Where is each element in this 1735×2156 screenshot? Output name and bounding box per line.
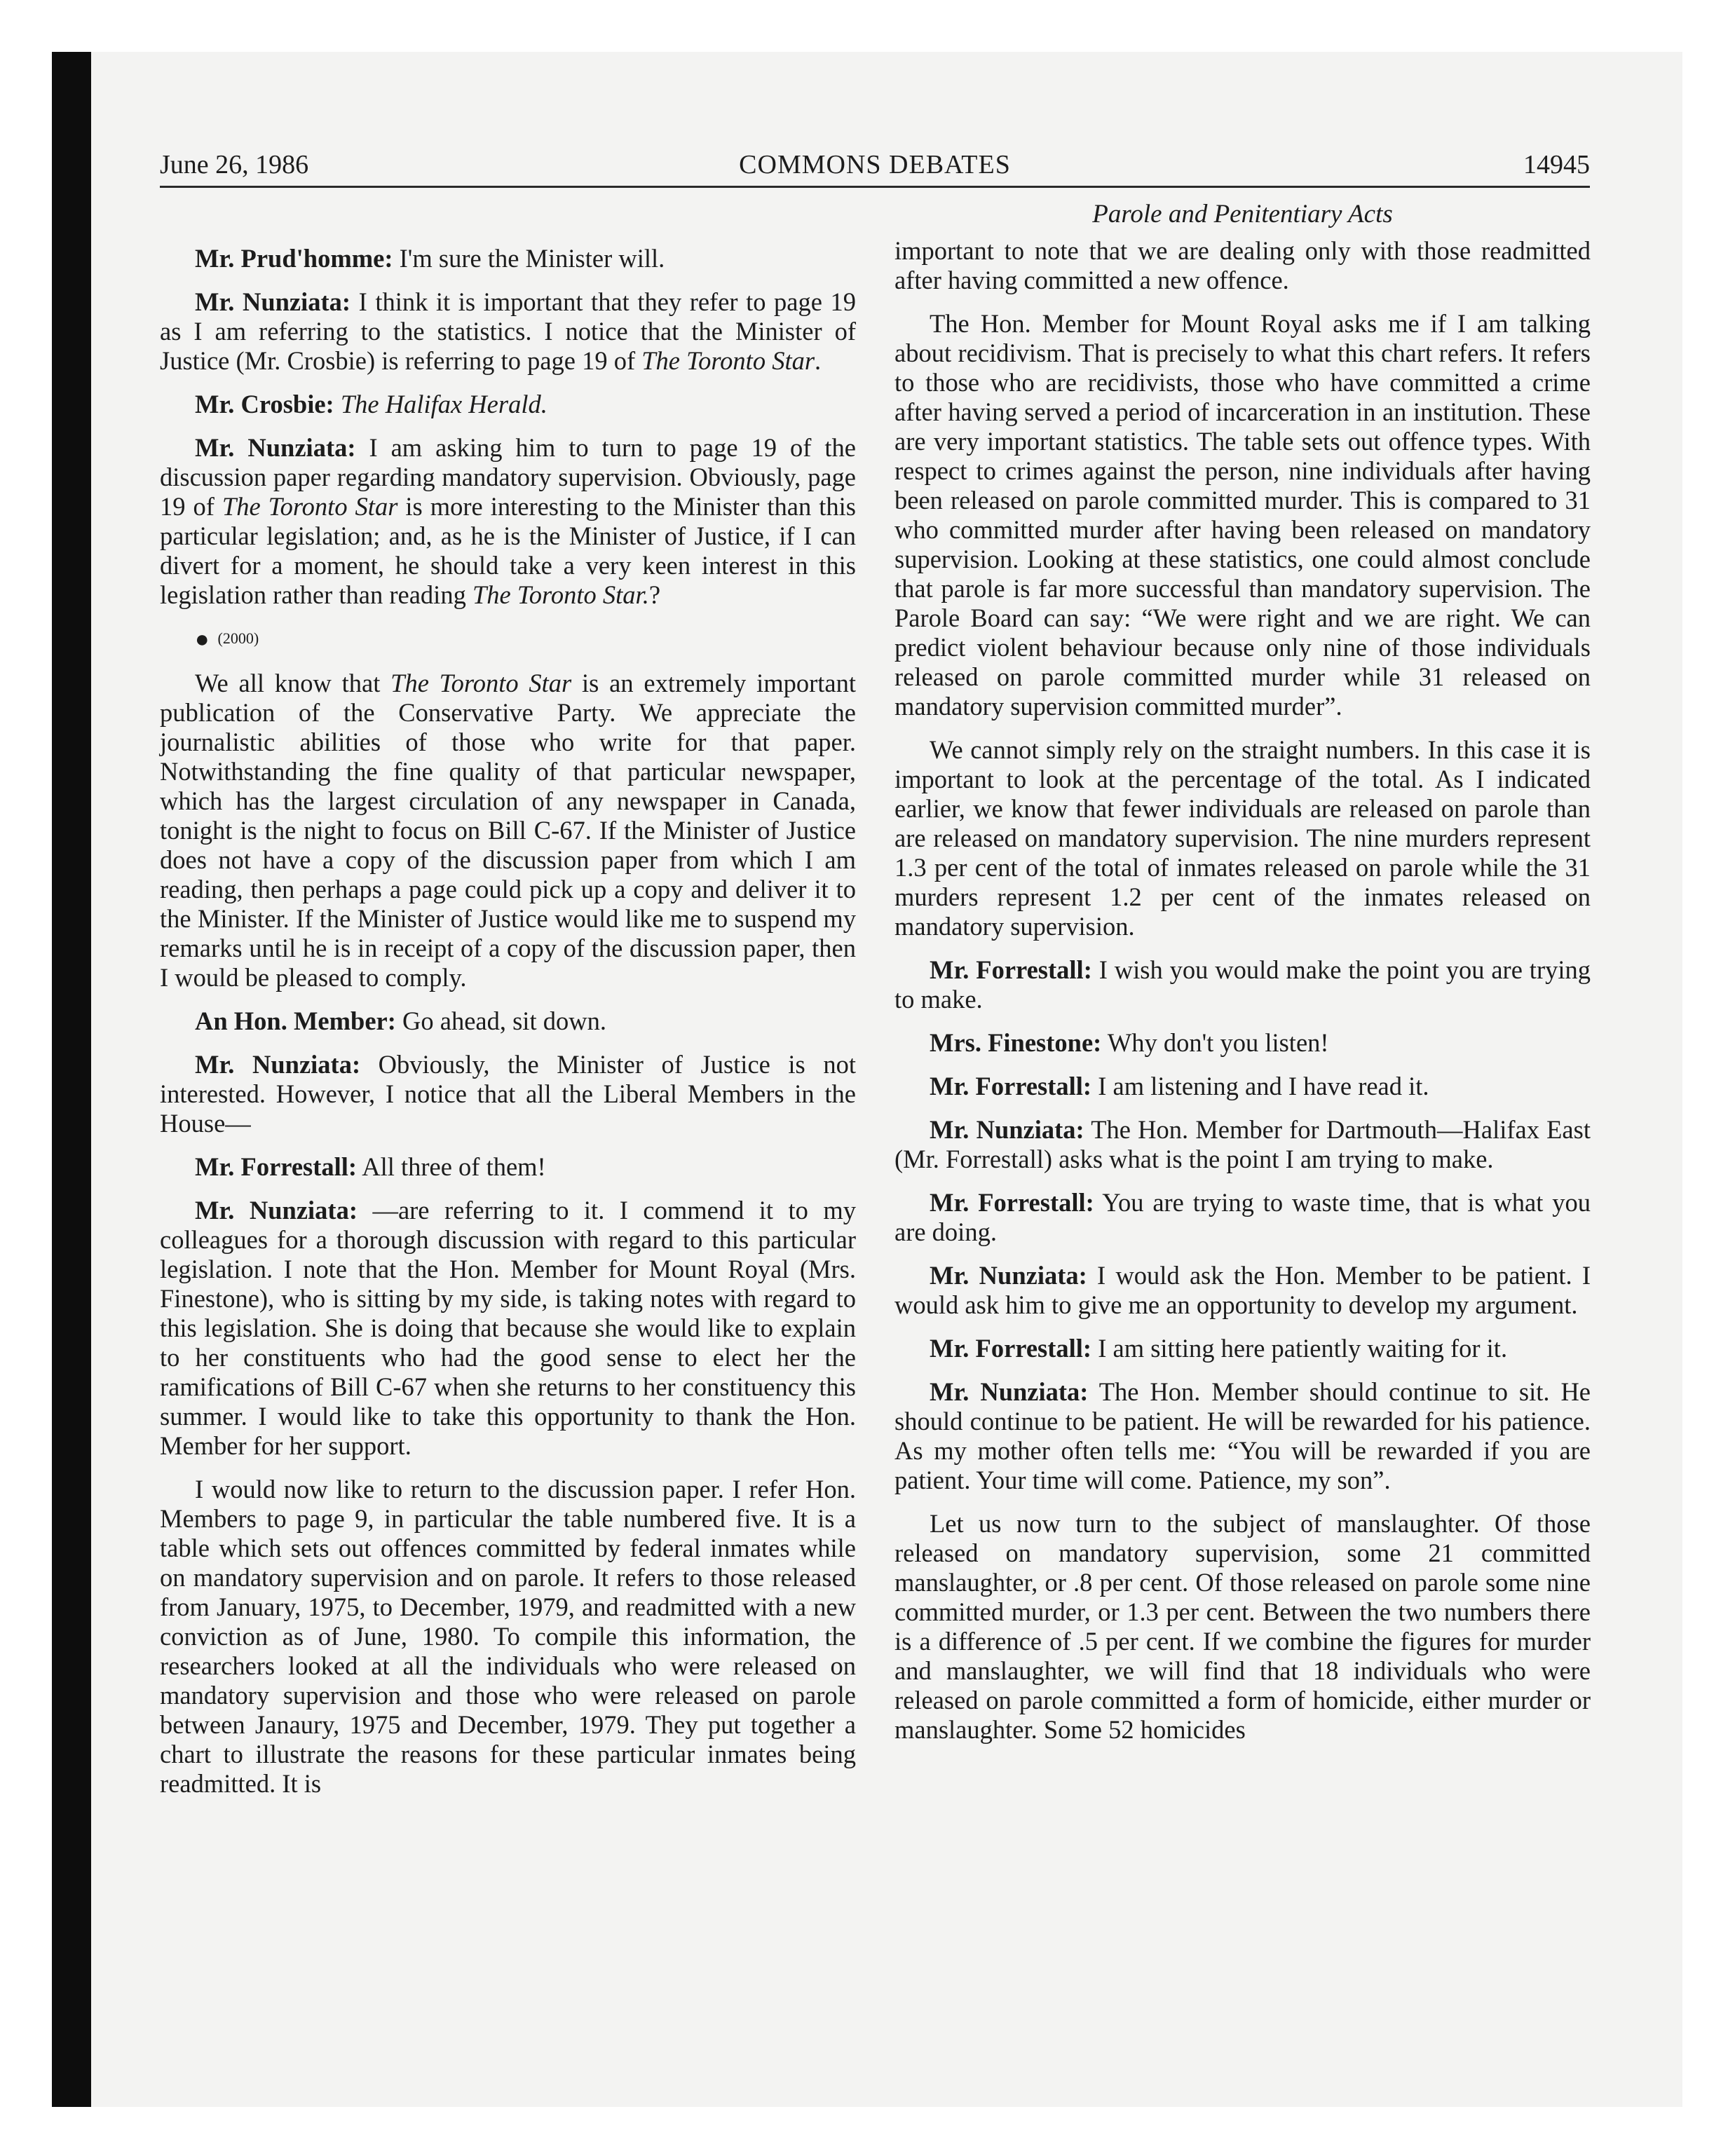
scan-edge <box>52 52 91 2107</box>
speech-text: The Hon. Member for Mount Royal asks me if I am talking about recidivism. That is precisely to what this chart refers. It refers to those who are recidivists, those who have committed a crime after having served a period of incarceration in an institution. These are very important statistics. The table sets out offence types. With respect to crimes against the person, nine individuals after having been released on parole committed murder. This is compared to 31 who committed murder after having been released on mandatory supervision. Looking at these statistics, one could almost conclude that parole is far more successful than mandatory supervision. The Parole Board can say: “We were right and we are right. We can predict violent behaviour because only nine of those individuals released on parole committed murder while 31 released on mandatory supervision committed murder”. <box>894 309 1591 721</box>
header-publication: COMMONS DEBATES <box>739 150 1011 179</box>
paragraph <box>160 390 856 419</box>
paragraph <box>160 287 856 376</box>
paragraph <box>894 1509 1591 1745</box>
paragraph <box>160 1007 856 1036</box>
paragraph <box>894 1188 1591 1247</box>
speaker: Mr. Nunziata: <box>930 1377 1089 1406</box>
paragraph <box>894 1115 1591 1174</box>
speech-text: . <box>815 346 822 375</box>
speaker: Mr. Nunziata: <box>195 287 351 316</box>
speech-text: Let us now turn to the subject of manslaughter. Of those released on mandatory supervision, some 21 committed manslaughter, or .8 per cent. Of those released on parole some nine committed murder, or 1.3 per cent. Between the two numbers there is a difference of .5 per cent. If we combine the figures for murder and manslaughter, we will find that 18 individuals who were released on parole committed a form of homicide, either murder or manslaughter. Some 52 homicides <box>894 1509 1591 1744</box>
paragraph <box>160 1196 856 1461</box>
speech-text: I would now like to return to the discussion paper. I refer Hon. Members to page 9, in particular the table numbered five. It is a table which sets out offences committed by federal inmates while on mandatory supervision and on parole. It refers to those released from January, 1975, to December, 1979, and readmitted with a new conviction as of June, 1980. To compile this information, the researchers looked at all the individuals who were released on mandatory supervision and those who were released on parole between Janaury, 1975 and December, 1979. They put together a chart to illustrate the reasons for these particular inmates being readmitted. It is <box>160 1474 856 1798</box>
paragraph <box>160 1152 856 1182</box>
speaker: Mr. Forrestall: <box>930 1334 1092 1363</box>
page-header <box>160 144 1590 188</box>
speaker: Mr. Forrestall: <box>930 1072 1092 1100</box>
paragraph <box>894 1072 1591 1101</box>
italic-title: The Toronto Star. <box>472 580 649 609</box>
speech-text: important to note that we are dealing only with those readmitted after having committed a new offence. <box>894 236 1591 294</box>
time-marker-text: (2000) <box>217 629 259 647</box>
italic-title: The Toronto Star <box>390 668 572 697</box>
paragraph <box>894 1334 1591 1363</box>
speaker: Mr. Nunziata: <box>930 1261 1087 1290</box>
speech-text: I wish you would make the point you are trying to make. <box>894 955 1591 1014</box>
paragraph <box>894 1028 1591 1058</box>
speech-text: The Hon. Member for Dartmouth—Halifax East (Mr. Forrestall) asks what is the point I am trying to make. <box>894 1115 1591 1173</box>
right-column <box>894 200 1591 1759</box>
speech-text: All three of them! <box>357 1152 546 1181</box>
speaker: Mr. Forrestall: <box>930 955 1092 984</box>
speech-text: is an extremely important publication of the Conservative Party. We appreciate the journalistic abilities of those who write for that paper. Notwithstanding the fine quality of that particular newspaper, which has the largest circulation of any newspaper in Canada, tonight is the night to focus on Bill C-67. If the Minister of Justice does not have a copy of the discussion paper from which I am reading, then perhaps a page could pick up a copy and deliver it to the Minister. If the Minister of Justice would like me to suspend my remarks until he is in receipt of a copy of the discussion paper, then I would be pleased to comply. <box>160 668 856 992</box>
paragraph <box>894 735 1591 941</box>
speech-text: Go ahead, sit down. <box>395 1006 606 1035</box>
speech-text: We all know that <box>195 668 391 697</box>
speaker: Mr. Crosbie: <box>195 390 334 418</box>
paragraph <box>894 1377 1591 1495</box>
speech-text: —are referring to it. I commend it to my colleagues for a thorough discussion with regard to this particular legislation. I note that the Hon. Member for Mount Royal (Mrs. Finestone), who is sitting by my side, is taking notes with regard to this legislation. She is doing that because she would like to explain to her constituents who had the good sense to elect her the ramifications of Bill C-67 when she returns to her constituency this summer. I would like to take this opportunity to thank the Hon. Member for her support. <box>160 1195 856 1460</box>
speech-text: ? <box>648 580 661 609</box>
speech-text: I am sitting here patiently waiting for it. <box>1091 1334 1508 1363</box>
speaker: Mrs. Finestone: <box>930 1028 1102 1057</box>
speech-text: The Hon. Member should continue to sit. He should continue to be patient. He will be rewarded for his patience. As my mother often tells me: “You will be rewarded if you are patient. Your time will come. Patience, my son”. <box>894 1377 1591 1494</box>
speaker: Mr. Forrestall: <box>930 1188 1094 1217</box>
paragraph <box>160 433 856 610</box>
speech-text: I think it is important that they refer to page 19 as I am referring to the statistics. I notice that the Minister of Justice (Mr. Crosbie) is referring to page 19 of <box>160 287 856 375</box>
paragraph <box>160 1475 856 1799</box>
speech-text: I'm sure the Minister will. <box>393 244 665 273</box>
time-marker <box>160 624 856 655</box>
paragraph <box>894 955 1591 1014</box>
speech-text: Obviously, the Minister of Justice is not interested. However, I notice that all the Liberal Members in the House— <box>160 1049 856 1138</box>
left-column <box>160 244 856 1813</box>
speaker: Mr. Forrestall: <box>195 1152 358 1181</box>
speech-text: Why don't you listen! <box>1101 1028 1329 1057</box>
paragraph <box>894 236 1591 295</box>
paragraph <box>894 1261 1591 1320</box>
speaker: An Hon. Member: <box>195 1006 396 1035</box>
italic-title: The Halifax Herald. <box>340 390 547 418</box>
speech-text: I would ask the Hon. Member to be patient. I would ask him to give me an opportunity to develop my argument. <box>894 1261 1591 1319</box>
italic-title: The Toronto Star <box>222 492 398 521</box>
header-date: June 26, 1986 <box>160 150 309 179</box>
speaker: Mr. Nunziata: <box>195 433 356 462</box>
speech-text: You are trying to waste time, that is what you are doing. <box>894 1188 1591 1246</box>
italic-title: The Toronto Star <box>641 346 815 375</box>
running-head: Parole and Penitentiary Acts <box>1092 200 1393 228</box>
speech-text: We cannot simply rely on the straight numbers. In this case it is important to look at the percentage of the total. As I indicated earlier, we know that fewer individuals are released on parole than are released on mandatory supervision. The nine murders represent 1.3 per cent of the total of inmates released on parole while the 31 murders represent 1.2 per cent of the inmates released on mandatory supervision. <box>894 735 1591 941</box>
paragraph <box>160 669 856 992</box>
speaker: Mr. Nunziata: <box>195 1195 358 1224</box>
paragraph <box>160 244 856 273</box>
speech-text: I am listening and I have read it. <box>1091 1072 1429 1100</box>
speaker: Mr. Nunziata: <box>930 1115 1084 1144</box>
bullet-icon: ● <box>195 626 210 653</box>
speaker: Mr. Prud'homme: <box>195 244 393 273</box>
speech-text: I am asking him to turn to page 19 of the discussion paper regarding mandatory supervision. Obviously, page 19 of <box>160 433 856 521</box>
speech-text: is more interesting to the Minister than this particular legislation; and, as he is the Minister of Justice, if I can divert for a moment, he should take a very keen interest in this legislation rather than reading <box>160 492 856 609</box>
speaker: Mr. Nunziata: <box>195 1049 361 1079</box>
header-page-number: 14945 <box>1523 150 1590 179</box>
paragraph <box>160 1050 856 1138</box>
paragraph <box>894 309 1591 721</box>
